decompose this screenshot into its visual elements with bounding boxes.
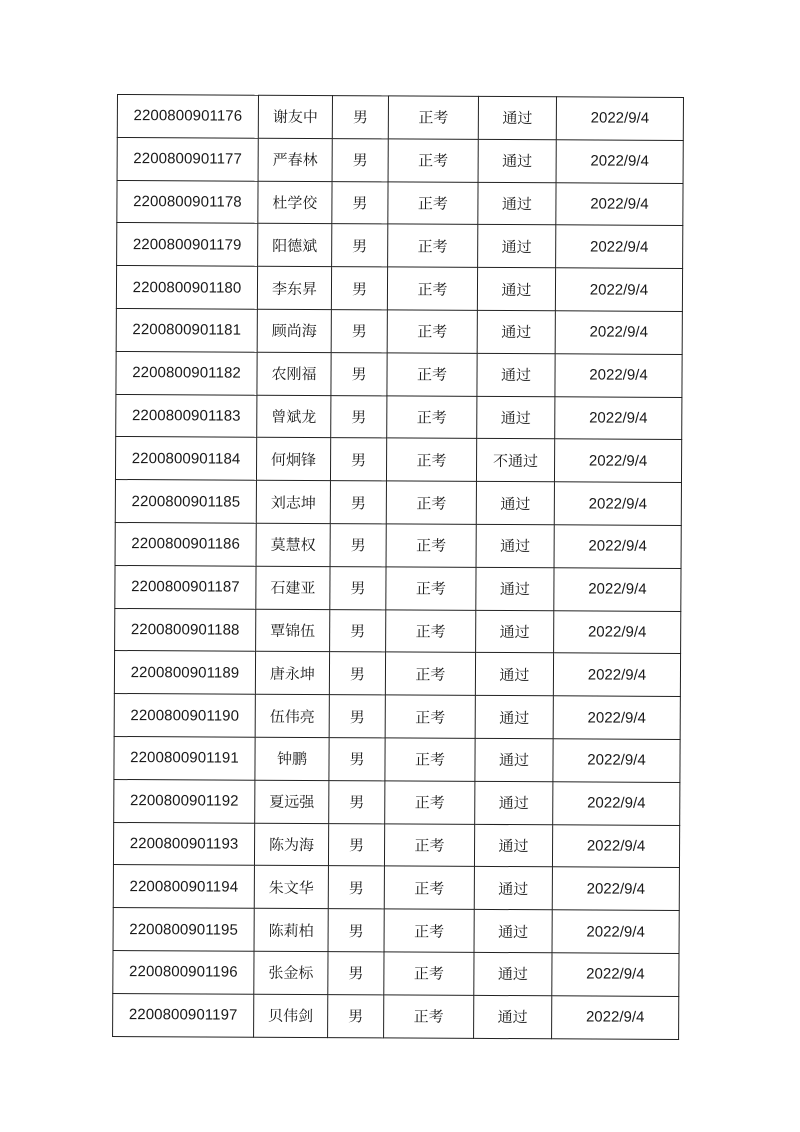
candidate-id-cell: 2200800901188 <box>115 608 256 652</box>
gender-cell: 男 <box>331 352 387 395</box>
table-row <box>117 223 683 269</box>
candidate-name-cell: 莫慧权 <box>256 523 330 566</box>
table-row <box>114 694 680 740</box>
exam-type-cell: 正考 <box>384 866 474 909</box>
candidate-id-cell: 2200800901180 <box>116 266 257 310</box>
result-cell: 通过 <box>475 653 553 696</box>
gender-cell: 男 <box>330 524 386 567</box>
exam-type-cell: 正考 <box>385 652 475 695</box>
results-table <box>112 94 684 1039</box>
exam-type-cell: 正考 <box>384 909 474 952</box>
exam-date-cell: 2022/9/4 <box>555 396 682 439</box>
candidate-id-cell: 2200800901179 <box>117 223 258 267</box>
exam-date-cell: 2022/9/4 <box>553 782 680 825</box>
exam-type-cell: 正考 <box>386 524 476 567</box>
result-cell: 通过 <box>476 610 554 653</box>
exam-type-cell: 正考 <box>384 995 474 1038</box>
candidate-name-cell: 贝伟剑 <box>254 994 328 1037</box>
exam-date-cell: 2022/9/4 <box>556 182 683 225</box>
exam-date-cell: 2022/9/4 <box>555 311 682 354</box>
exam-type-cell: 正考 <box>385 738 475 781</box>
candidate-name-cell: 李东昇 <box>257 266 331 309</box>
table-row <box>117 137 683 183</box>
result-cell: 通过 <box>474 824 552 867</box>
candidate-id-cell: 2200800901193 <box>113 822 254 866</box>
gender-cell: 男 <box>330 566 386 609</box>
table-row <box>113 865 679 911</box>
candidate-name-cell: 杜学佼 <box>258 181 332 224</box>
exam-type-cell: 正考 <box>386 609 476 652</box>
candidate-name-cell: 钟鹏 <box>255 737 329 780</box>
gender-cell: 男 <box>330 481 386 524</box>
exam-date-cell: 2022/9/4 <box>552 824 679 867</box>
exam-type-cell: 正考 <box>386 438 476 481</box>
exam-type-cell: 正考 <box>384 952 474 995</box>
gender-cell: 男 <box>332 138 388 181</box>
candidate-name-cell: 刘志坤 <box>256 480 330 523</box>
result-cell: 通过 <box>475 781 553 824</box>
candidate-name-cell: 顾尚海 <box>257 309 331 352</box>
table-row <box>114 736 680 782</box>
gender-cell: 男 <box>328 994 384 1037</box>
table-row <box>115 480 681 526</box>
result-cell: 不通过 <box>476 439 554 482</box>
exam-date-cell: 2022/9/4 <box>553 696 680 739</box>
exam-date-cell: 2022/9/4 <box>553 653 680 696</box>
exam-date-cell: 2022/9/4 <box>555 354 682 397</box>
result-cell: 通过 <box>477 396 555 439</box>
candidate-id-cell: 2200800901194 <box>113 865 254 909</box>
candidate-id-cell: 2200800901195 <box>113 908 254 952</box>
table-row <box>113 993 679 1039</box>
table-row <box>116 351 682 397</box>
gender-cell: 男 <box>330 609 386 652</box>
table-row <box>115 522 681 568</box>
candidate-id-cell: 2200800901177 <box>117 137 258 181</box>
gender-cell: 男 <box>331 310 387 353</box>
exam-type-cell: 正考 <box>385 781 475 824</box>
candidate-id-cell: 2200800901187 <box>115 565 256 609</box>
result-cell: 通过 <box>474 995 552 1038</box>
gender-cell: 男 <box>328 866 384 909</box>
gender-cell: 男 <box>328 823 384 866</box>
candidate-name-cell: 严春林 <box>258 138 332 181</box>
candidate-id-cell: 2200800901186 <box>115 522 256 566</box>
exam-type-cell: 正考 <box>386 481 476 524</box>
candidate-id-cell: 2200800901192 <box>114 779 255 823</box>
exam-date-cell: 2022/9/4 <box>554 568 681 611</box>
result-cell: 通过 <box>478 139 556 182</box>
result-cell: 通过 <box>476 524 554 567</box>
result-cell: 通过 <box>477 310 555 353</box>
gender-cell: 男 <box>328 909 384 952</box>
gender-cell: 男 <box>328 952 384 995</box>
exam-type-cell: 正考 <box>387 353 477 396</box>
exam-date-cell: 2022/9/4 <box>556 140 683 183</box>
result-cell: 通过 <box>474 910 552 953</box>
candidate-name-cell: 陈莉柏 <box>254 908 328 951</box>
exam-date-cell: 2022/9/4 <box>556 97 683 140</box>
exam-date-cell: 2022/9/4 <box>554 525 681 568</box>
result-cell: 通过 <box>476 567 554 610</box>
candidate-id-cell: 2200800901197 <box>113 993 254 1037</box>
candidate-name-cell: 谢友中 <box>258 95 332 138</box>
exam-type-cell: 正考 <box>388 96 478 139</box>
gender-cell: 男 <box>332 181 388 224</box>
candidate-name-cell: 伍伟亮 <box>255 694 329 737</box>
exam-type-cell: 正考 <box>387 267 477 310</box>
result-cell: 通过 <box>474 952 552 995</box>
table-row <box>113 908 679 954</box>
candidate-name-cell: 农刚福 <box>257 352 331 395</box>
table-row <box>116 266 682 312</box>
exam-date-cell: 2022/9/4 <box>555 268 682 311</box>
exam-date-cell: 2022/9/4 <box>552 867 679 910</box>
candidate-id-cell: 2200800901191 <box>114 736 255 780</box>
candidate-id-cell: 2200800901182 <box>116 351 257 395</box>
exam-type-cell: 正考 <box>386 567 476 610</box>
result-cell: 通过 <box>478 225 556 268</box>
candidate-id-cell: 2200800901190 <box>114 694 255 738</box>
gender-cell: 男 <box>330 438 386 481</box>
gender-cell: 男 <box>329 780 385 823</box>
exam-type-cell: 正考 <box>388 182 478 225</box>
exam-date-cell: 2022/9/4 <box>552 910 679 953</box>
gender-cell: 男 <box>329 695 385 738</box>
candidate-name-cell: 唐永坤 <box>255 652 329 695</box>
table-row <box>116 308 682 354</box>
exam-type-cell: 正考 <box>387 310 477 353</box>
table-row <box>117 95 683 141</box>
gender-cell: 男 <box>329 738 385 781</box>
candidate-id-cell: 2200800901176 <box>117 95 258 139</box>
result-cell: 通过 <box>477 268 555 311</box>
result-cell: 通过 <box>478 96 556 139</box>
result-cell: 通过 <box>477 353 555 396</box>
gender-cell: 男 <box>329 652 385 695</box>
result-cell: 通过 <box>475 696 553 739</box>
candidate-id-cell: 2200800901178 <box>117 180 258 224</box>
candidate-name-cell: 朱文华 <box>254 866 328 909</box>
exam-type-cell: 正考 <box>384 823 474 866</box>
table-row <box>115 565 681 611</box>
exam-date-cell: 2022/9/4 <box>552 996 679 1039</box>
exam-date-cell: 2022/9/4 <box>556 225 683 268</box>
exam-date-cell: 2022/9/4 <box>554 610 681 653</box>
candidate-id-cell: 2200800901196 <box>113 950 254 994</box>
candidate-name-cell: 何炯锋 <box>256 438 330 481</box>
candidate-id-cell: 2200800901183 <box>116 394 257 438</box>
gender-cell: 男 <box>332 224 388 267</box>
exam-date-cell: 2022/9/4 <box>553 739 680 782</box>
candidate-id-cell: 2200800901189 <box>114 651 255 695</box>
table-row <box>115 437 681 483</box>
exam-date-cell: 2022/9/4 <box>554 439 681 482</box>
result-cell: 通过 <box>474 867 552 910</box>
candidate-name-cell: 阳德斌 <box>258 224 332 267</box>
candidate-name-cell: 曾斌龙 <box>257 395 331 438</box>
table-row <box>114 779 680 825</box>
exam-type-cell: 正考 <box>388 139 478 182</box>
results-table-body <box>113 95 684 1039</box>
candidate-name-cell: 石建亚 <box>256 566 330 609</box>
gender-cell: 男 <box>331 395 387 438</box>
table-row <box>116 394 682 440</box>
candidate-id-cell: 2200800901181 <box>116 308 257 352</box>
exam-type-cell: 正考 <box>385 695 475 738</box>
candidate-name-cell: 陈为海 <box>254 823 328 866</box>
exam-date-cell: 2022/9/4 <box>554 482 681 525</box>
gender-cell: 男 <box>331 267 387 310</box>
result-cell: 通过 <box>478 182 556 225</box>
candidate-name-cell: 覃锦伍 <box>256 609 330 652</box>
table-row <box>114 651 680 697</box>
result-cell: 通过 <box>476 482 554 525</box>
exam-type-cell: 正考 <box>388 224 478 267</box>
gender-cell: 男 <box>332 96 388 139</box>
candidate-id-cell: 2200800901184 <box>115 437 256 481</box>
table-row <box>113 822 679 868</box>
exam-date-cell: 2022/9/4 <box>552 953 679 996</box>
exam-type-cell: 正考 <box>387 395 477 438</box>
table-row <box>117 180 683 226</box>
candidate-id-cell: 2200800901185 <box>115 480 256 524</box>
candidate-name-cell: 夏远强 <box>255 780 329 823</box>
table-row <box>115 608 681 654</box>
result-cell: 通过 <box>475 738 553 781</box>
table-row <box>113 950 679 996</box>
candidate-name-cell: 张金标 <box>254 951 328 994</box>
